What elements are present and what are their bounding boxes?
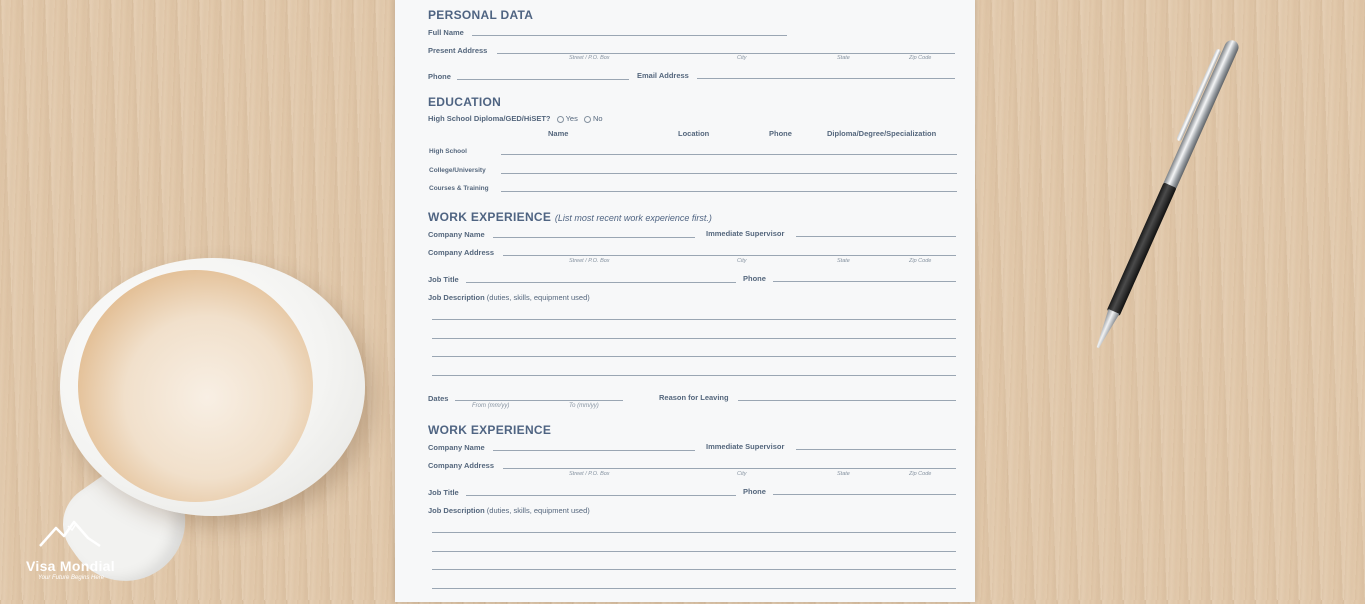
company-address-line-2 [503,468,956,469]
job-application-form [395,0,975,602]
email-label: Email Address [637,71,689,80]
job-desc-line-2c [432,569,956,570]
no-radio[interactable] [584,116,591,123]
street-caption-1: Street / P.O. Box [569,258,610,264]
company-address-label-1: Company Address [428,248,494,257]
to-caption: To (mm/yy) [569,403,599,409]
pen-tip [1092,309,1119,350]
row-high-school: High School [429,148,467,155]
visa-mondial-logo [22,518,132,588]
dates-label: Dates [428,394,449,403]
state-caption-1: State [837,258,850,264]
job-desc-line-1b [432,338,956,339]
no-option: No [592,114,603,123]
col-location: Location [678,129,710,138]
education-heading: EDUCATION [428,95,502,109]
supervisor-line-2 [796,449,956,450]
col-phone: Phone [769,129,792,138]
college-line [501,173,957,174]
phone-label: Phone [428,72,451,81]
supervisor-label-2: Immediate Supervisor [706,442,785,451]
company-address-label-2: Company Address [428,461,494,470]
dates-line [455,400,623,401]
high-school-line [501,154,957,155]
state-caption: State [837,55,850,61]
job-desc-sub-2: (duties, skills, equipment used) [486,506,590,515]
personal-data-heading: PERSONAL DATA [428,8,534,22]
job-desc-text-2: Job Description [428,506,485,515]
supervisor-line-1 [796,236,956,237]
col-name: Name [548,129,569,138]
pen-cap [1163,38,1241,190]
present-address-label: Present Address [428,46,488,55]
company-name-label-2: Company Name [428,443,485,452]
reason-line [738,400,956,401]
phone-label-2: Phone [743,487,766,496]
company-name-label-1: Company Name [428,230,485,239]
job-desc-text-1: Job Description [428,293,485,302]
job-description-label-2 [428,506,590,515]
yes-radio[interactable] [557,116,564,123]
logo-brand: Visa Mondial [26,558,115,574]
col-diploma: Diploma/Degree/Specialization [827,129,937,138]
yes-option: Yes [565,114,578,123]
job-desc-line-1c [432,356,956,357]
email-line [697,78,955,79]
pen-barrel [1107,182,1177,316]
job-desc-line-2b [432,551,956,552]
state-caption-2: State [837,471,850,477]
city-caption-1: City [737,258,747,264]
job-desc-line-2a [432,532,956,533]
reason-label: Reason for Leaving [659,393,729,402]
row-courses: Courses & Training [429,185,489,192]
full-name-line [472,35,787,36]
city-caption-2: City [737,471,747,477]
work-heading-text-1: WORK EXPERIENCE [428,210,552,224]
diploma-question [428,114,603,123]
ballpoint-pen [1082,38,1241,373]
job-desc-line-1a [432,319,956,320]
logo-tagline: Your Future Begins Here [38,575,105,581]
courses-line [501,191,957,192]
company-name-line-1 [493,237,695,238]
phone-line-1 [773,281,956,282]
job-desc-sub-1: (duties, skills, equipment used) [486,293,590,302]
job-title-line-1 [466,282,736,283]
job-title-label-2: Job Title [428,488,459,497]
mountain-icon [38,518,102,548]
job-title-line-2 [466,495,736,496]
present-address-line [497,53,955,54]
work-experience-heading-2: WORK EXPERIENCE [428,423,552,437]
supervisor-label-1: Immediate Supervisor [706,229,785,238]
row-college: College/University [429,167,486,174]
zip-caption-2: Zip Code [909,471,932,477]
job-title-label-1: Job Title [428,275,459,284]
phone-line-2 [773,494,956,495]
zip-caption: Zip Code [909,55,932,61]
work-experience-heading-1 [428,210,712,224]
company-address-line-1 [503,255,956,256]
job-description-label-1 [428,293,590,302]
phone-line [457,79,629,80]
street-caption: Street / P.O. Box [569,55,610,61]
work-heading-note: (List most recent work experience first.) [554,213,712,223]
city-caption: City [737,55,747,61]
from-caption: From (mm/yy) [472,403,510,409]
phone-label-1: Phone [743,274,766,283]
coffee-foam [78,270,313,502]
job-desc-line-2d [432,588,956,589]
street-caption-2: Street / P.O. Box [569,471,610,477]
zip-caption-1: Zip Code [909,258,932,264]
diploma-question-text: High School Diploma/GED/HiSET? [428,114,551,123]
company-name-line-2 [493,450,695,451]
full-name-label: Full Name [428,28,464,37]
job-desc-line-1d [432,375,956,376]
